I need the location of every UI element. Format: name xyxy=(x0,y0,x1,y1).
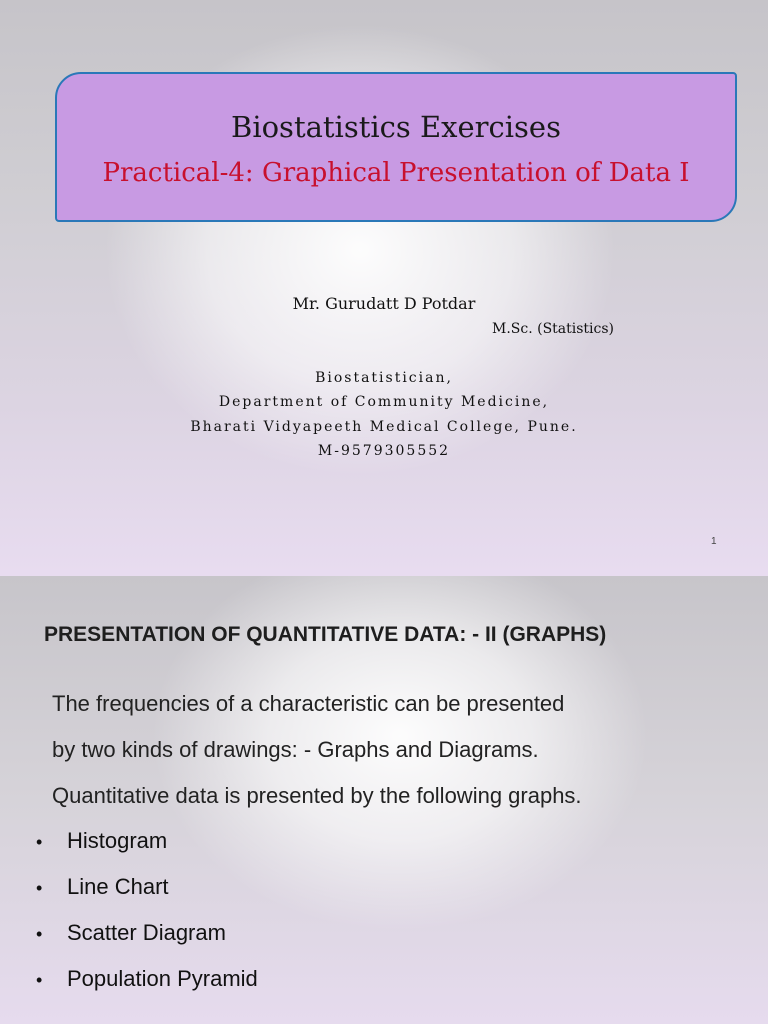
bullet-item xyxy=(36,920,226,946)
bullet-icon: • xyxy=(36,878,43,898)
slide-2 xyxy=(0,576,768,1024)
bullet-text-scatter-diagram: Scatter Diagram xyxy=(67,920,226,945)
slide-title: Biostatistics Exercises xyxy=(231,110,561,144)
affiliation-line-1: Biostatistician, xyxy=(315,370,453,386)
bullet-text-population-pyramid: Population Pyramid xyxy=(67,966,258,991)
slide-number: 1 xyxy=(711,536,717,547)
paragraph-line-1: The frequencies of a characteristic can be presented xyxy=(52,691,565,716)
paragraph-line-3: Quantitative data is presented by the following graphs. xyxy=(52,783,582,808)
bullet-item xyxy=(36,874,169,900)
title-box xyxy=(55,72,737,222)
paragraph-line-2: by two kinds of drawings: - Graphs and Diagrams. xyxy=(52,737,539,762)
bullet-icon: • xyxy=(36,832,43,852)
bullet-icon: • xyxy=(36,924,43,944)
affiliation-line-2: Department of Community Medicine, xyxy=(218,394,550,410)
bullet-text-histogram: Histogram xyxy=(67,828,168,853)
author-qualification: M.Sc. (Statistics) xyxy=(492,321,615,337)
affiliation-phone: M-9579305552 xyxy=(317,443,451,459)
bullet-item xyxy=(36,828,167,854)
bullet-text-line-chart: Line Chart xyxy=(67,874,169,899)
slide-subtitle: Practical-4: Graphical Presentation of Data I xyxy=(102,158,690,188)
affiliation-line-3: Bharati Vidyapeeth Medical College, Pune. xyxy=(190,419,578,435)
bullet-icon: • xyxy=(36,970,43,990)
slide-heading: PRESENTATION OF QUANTITATIVE DATA: - II (GRAPHS) xyxy=(44,623,607,646)
author-name: Mr. Gurudatt D Potdar xyxy=(292,294,476,313)
bullet-item xyxy=(36,966,258,992)
